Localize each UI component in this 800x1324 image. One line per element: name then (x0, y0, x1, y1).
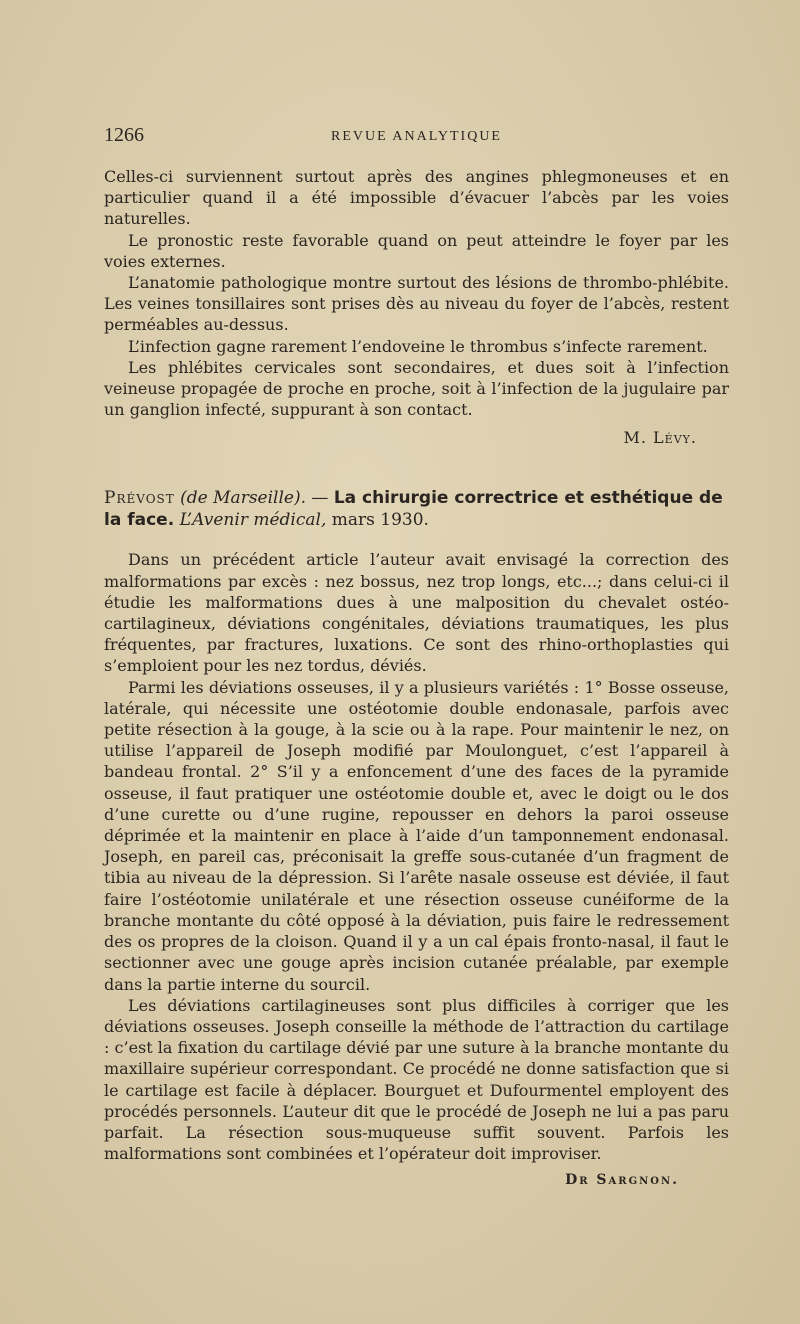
paragraph: Celles-ci surviennent surtout après des angines phlegmoneuses et en particulier quand il a été impossible d’évacuer l’abcès par les voies naturelles. (104, 167, 729, 229)
article-separator: — (311, 488, 334, 509)
article-place: (de Marseille). (180, 488, 307, 509)
article-title: La chirurgie correctrice et esthétique de la face. (104, 488, 723, 531)
article-date: mars 1930. (331, 510, 429, 531)
reviewer-signature: Dr Sargnon. (565, 1172, 679, 1189)
paragraph: L’infection gagne rarement l’endoveine le thrombus s’infecte rarement. (128, 336, 708, 356)
paragraph: Les phlébites cervicales sont secondaires, et dues soit à l’infection veineuse propagée de proche en proche, soit à l’infection de la jugulaire par un ganglion infecté, suppurant à son contact. (104, 357, 729, 420)
paragraph: Parmi les déviations osseuses, il y a plusieurs variétés : 1° Bosse osseuse, latérale, qui nécessite une ostéotomie double endonasale, parfois avec petite résection à la gouge, à la scie ou à la rape. Pour maintenir le nez, on utilise l’appareil de Joseph modifié par Moulonguet, c’est l’appareil à bandeau frontal. 2° S’il y a enfoncement d’une des faces de la pyramide osseuse, il faut pratiquer une ostéotomie double et, avec le doigt ou le dos d’une curette ou d’une rugine, repousser en dehors la paroi osseuse déprimée et la maintenir en place à l’aide d’un tamponnement endonasal. Joseph, en pareil cas, préconisait la greffe sous-cutanée d’un fragment de tibia au niveau de la dépression. Si l’arête nasale osseuse est déviée, il faut faire l’ostéotomie unilatérale et une résection osseuse cunéiforme de la branche montante du côté opposé à la déviation, puis faire le redressement des os propres de la cloison. Quand il y a un cal épais fronto-nasal, il faut le sectionner avec une gouge après incision cutanée préalable, par exemple dans la partie interne du sourcil. (104, 677, 729, 994)
article-author: Prévost (104, 488, 175, 509)
paragraph: L’anatomie pathologique montre surtout des lésions de thrombo-phlébite. Les veines tonsillaires sont prises dès au niveau du foyer de l’abcès, restent perméables au-dessus. (104, 273, 729, 335)
review-section-1 (104, 166, 729, 447)
reviewer-signature: M. Lévy. (623, 428, 697, 448)
page-number: 1266 (104, 124, 144, 146)
page (104, 124, 729, 1188)
running-head (104, 124, 729, 154)
article-heading (104, 487, 729, 531)
paragraph: Le pronostic reste favorable quand on peut atteindre le foyer par les voies externes. (104, 230, 729, 271)
article-journal: L’Avenir médical, (179, 510, 327, 531)
paragraph: Les déviations cartilagineuses sont plus difficiles à corriger que les déviations osseuses. Joseph conseille la méthode de l’attraction du cartilage : c’est la fixation du cartilage dévié par une suture à la branche montante du maxillaire supérieur correspondant. Ce procédé ne donne satisfaction que si le cartilage est facile à déplacer. Bourguet et Dufourmentel employent des procédés personnels. L’auteur dit que le procédé de Joseph ne lui a pas paru parfait. La résection sous-muqueuse suffit souvent. Parfois les malformations sont combinées et l’opérateur doit improviser. (104, 995, 729, 1164)
journal-title: REVUE ANALYTIQUE (331, 129, 502, 144)
review-section-2 (104, 549, 729, 1188)
paragraph: Dans un précédent article l’auteur avait envisagé la correction des malformations par excès : nez bossus, nez trop longs, etc...; dans celui-ci il étudie les malformations dues à une malposition du chevalet ostéo-cartilagineux, déviations congénitales, déviations traumatiques, les plus fréquentes, par fractures, luxations. Ce sont des rhino-orthoplasties qui s’emploient pour les nez tordus, déviés. (104, 550, 729, 676)
